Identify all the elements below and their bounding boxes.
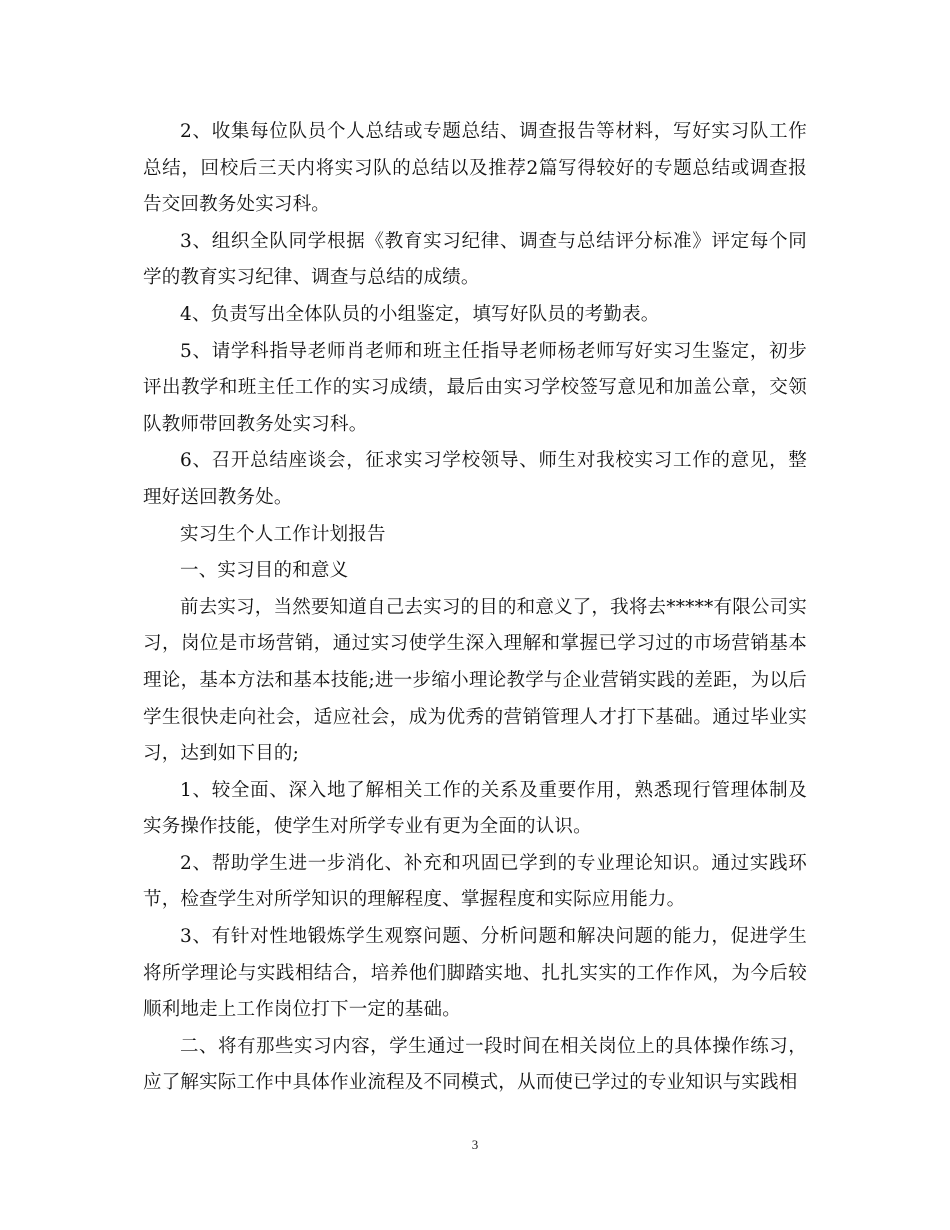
paragraph-goal-2: 2、帮助学生进一步消化、补充和巩固已学到的专业理论知识。通过实践环节，检查学生对所学知识的理解程度、掌握程度和实际应用能力。 bbox=[143, 852, 807, 911]
paragraph-content-intro: 二、将有那些实习内容，学生通过一段时间在相关岗位上的具体操作练习，应了解实际工作中具体作业流程及不同模式，从而使已学过的专业知识与实践相 bbox=[143, 1035, 807, 1094]
paragraph-item-4: 4、负责写出全体队员的小组鉴定，填写好队员的考勤表。 bbox=[180, 303, 660, 325]
paragraph-item-5: 5、请学科指导老师肖老师和班主任指导老师杨老师写好实习生鉴定，初步评出教学和班主任工作的实习成绩，最后由实习学校签写意见和加盖公章，交领队教师带回教务处实习科。 bbox=[143, 340, 807, 435]
paragraph-goal-1: 1、较全面、深入地了解相关工作的关系及重要作用，熟悉现行管理体制及实务操作技能，使学生对所学专业有更为全面的认识。 bbox=[143, 779, 807, 838]
section-heading-purpose: 一、实习目的和意义 bbox=[180, 560, 349, 582]
paragraph-item-3: 3、组织全队同学根据《教育实习纪律、调查与总结评分标准》评定每个同学的教育实习纪律、调查与总结的成绩。 bbox=[143, 230, 807, 289]
page-number: 3 bbox=[471, 1137, 479, 1152]
document-body bbox=[143, 114, 807, 1102]
paragraph-item-2: 2、收集每位队员个人总结或专题总结、调查报告等材料，写好实习队工作总结，回校后三天内将实习队的总结以及推荐2篇写得较好的专题总结或调查报告交回教务处实习科。 bbox=[143, 121, 807, 216]
section-title-report: 实习生个人工作计划报告 bbox=[180, 523, 386, 545]
paragraph-goal-3: 3、有针对性地锻炼学生观察问题、分析问题和解决问题的能力，促进学生将所学理论与实践相结合，培养他们脚踏实地、扎扎实实的工作作风，为今后较顺利地走上工作岗位打下一定的基础。 bbox=[143, 926, 807, 1021]
paragraph-purpose-body: 前去实习，当然要知道自己去实习的目的和意义了，我将去*****有限公司实习，岗位是市场营销，通过实习使学生深入理解和掌握已学习过的市场营销基本理论，基本方法和基本技能;进一步缩小理论教学与企业营销实践的差距，为以后学生很快走向社会，适应社会，成为优秀的营销管理人才打下基础。通过毕业实习，达到如下目的; bbox=[143, 596, 807, 765]
paragraph-item-6: 6、召开总结座谈会，征求实习学校领导、师生对我校实习工作的意见，整理好送回教务处。 bbox=[143, 450, 807, 508]
